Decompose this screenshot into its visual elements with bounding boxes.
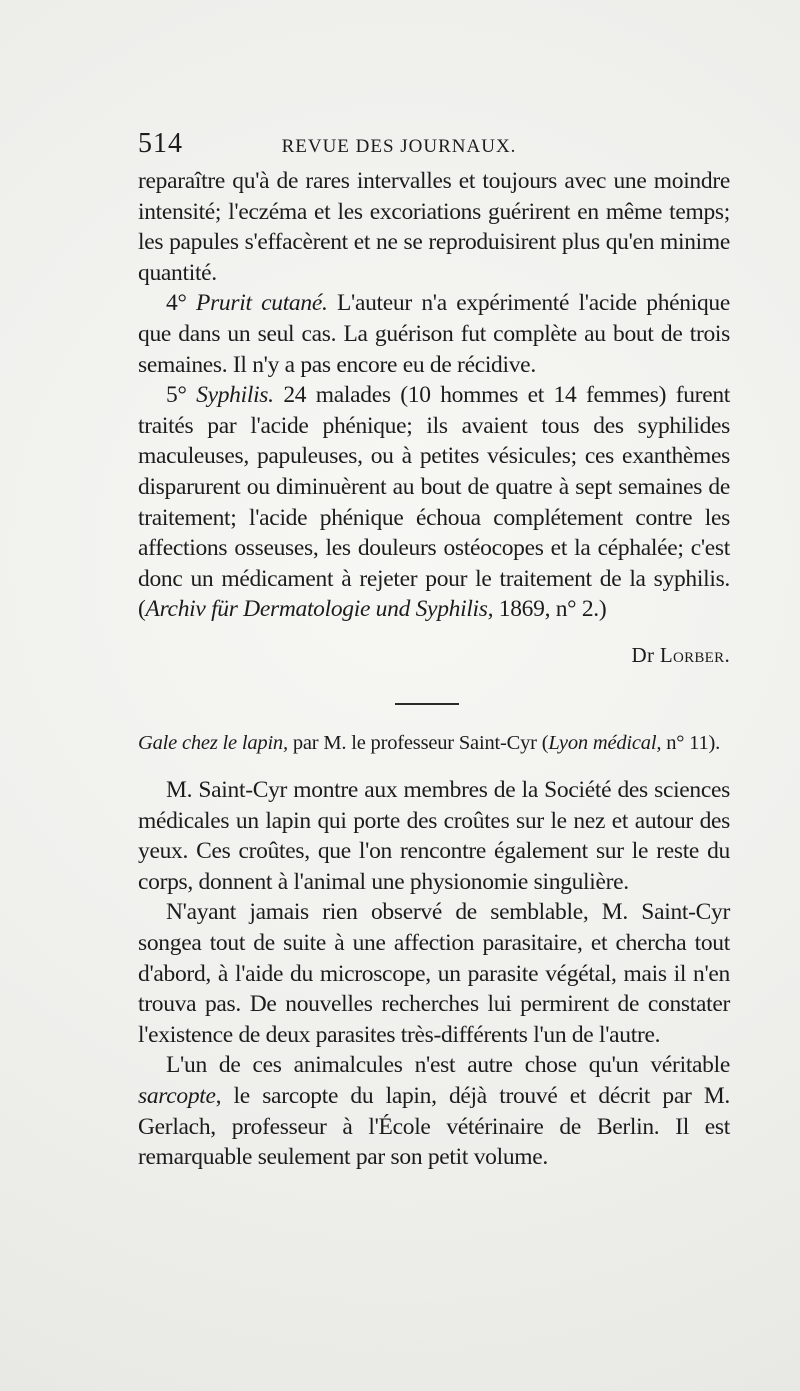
- para3-before: L'un de ces animalcules n'est autre chose qu'un véritable: [166, 1052, 730, 1079]
- page-number: 514: [138, 128, 183, 159]
- citation-open: (: [138, 596, 146, 623]
- syphilis-paragraph: [138, 380, 730, 625]
- section-divider: [395, 703, 459, 705]
- syphilis-number: 5°: [166, 382, 187, 409]
- previous-article-body: [138, 166, 730, 625]
- citation-rest: 1869, n° 2.): [493, 596, 607, 623]
- signature-name: Lorber.: [659, 643, 730, 667]
- article-paragraph-3: [138, 1050, 730, 1172]
- article-body: [138, 775, 730, 1173]
- para3-term: sarcopte: [138, 1082, 216, 1109]
- running-head: [138, 128, 660, 160]
- citation-journal: Archiv für Dermatologie und Syphilis,: [145, 596, 494, 623]
- prurit-title: Prurit cutané.: [196, 290, 328, 317]
- article-author: par M. le professeur Saint-Cyr (: [287, 732, 549, 754]
- prurit-paragraph: [138, 288, 730, 380]
- syphilis-title: Syphilis.: [196, 382, 274, 409]
- article-heading: [138, 728, 738, 758]
- para3-after: , le sarcopte du lapin, déjà trouvé et décrit par M. Gerlach, professeur à l'École vétérinaire de Berlin. Il est remarquable seulement par son petit volume.: [138, 1082, 730, 1171]
- article-paragraph-1: M. Saint-Cyr montre aux membres de la Société des sciences médicales un lapin qui porte des croûtes sur le nez et autour des yeux. Ces croûtes, que l'on rencontre également sur le reste du corps, donnent à l'animal une physionomie singulière.: [138, 777, 730, 895]
- signature-prefix: Dr: [631, 643, 655, 667]
- article-paragraph-2: N'ayant jamais rien observé de semblable, M. Saint-Cyr songea tout de suite à une affection parasitaire, et chercha tout d'abord, à l'aide du microscope, un parasite végétal, mais il n'en trouva pas. De nouvelles recherches lui permirent de constater l'existence de deux parasites très-différents l'un de l'autre.: [138, 899, 730, 1048]
- journal-title: REVUE DES JOURNAUX.: [281, 136, 517, 157]
- article-title: Gale chez le lapin,: [138, 732, 288, 754]
- syphilis-text: 24 malades (10 hommes et 14 femmes) furent traités par l'acide phénique; ils avaient tous des syphilides maculeuses, papuleuses, ou à petites vésicules; ces exanthèmes disparurent ou diminuèrent au bout de quatre à sept semaines de traitement; l'acide phénique échoua complétement contre les affections osseuses, les douleurs ostéocopes et la céphalée; c'est donc un médicament à rejeter pour le traitement de la syphilis.: [138, 382, 731, 592]
- article-issue: n° 11).: [661, 732, 721, 754]
- author-signature: [631, 643, 730, 668]
- prurit-text: L'auteur n'a expérimenté l'acide phénique que dans un seul cas. La guérison fut complète au bout de trois semaines. Il n'y a pas encore eu de récidive.: [138, 290, 730, 378]
- continuation-paragraph: reparaître qu'à de rares intervalles et toujours avec une moindre intensité; l'eczéma et les excoriations guérirent en même temps; les papules s'effacèrent et ne se reproduisirent plus qu'en minime quantité.: [138, 168, 730, 286]
- prurit-number: 4°: [166, 290, 187, 317]
- article-source: Lyon médical,: [548, 732, 662, 754]
